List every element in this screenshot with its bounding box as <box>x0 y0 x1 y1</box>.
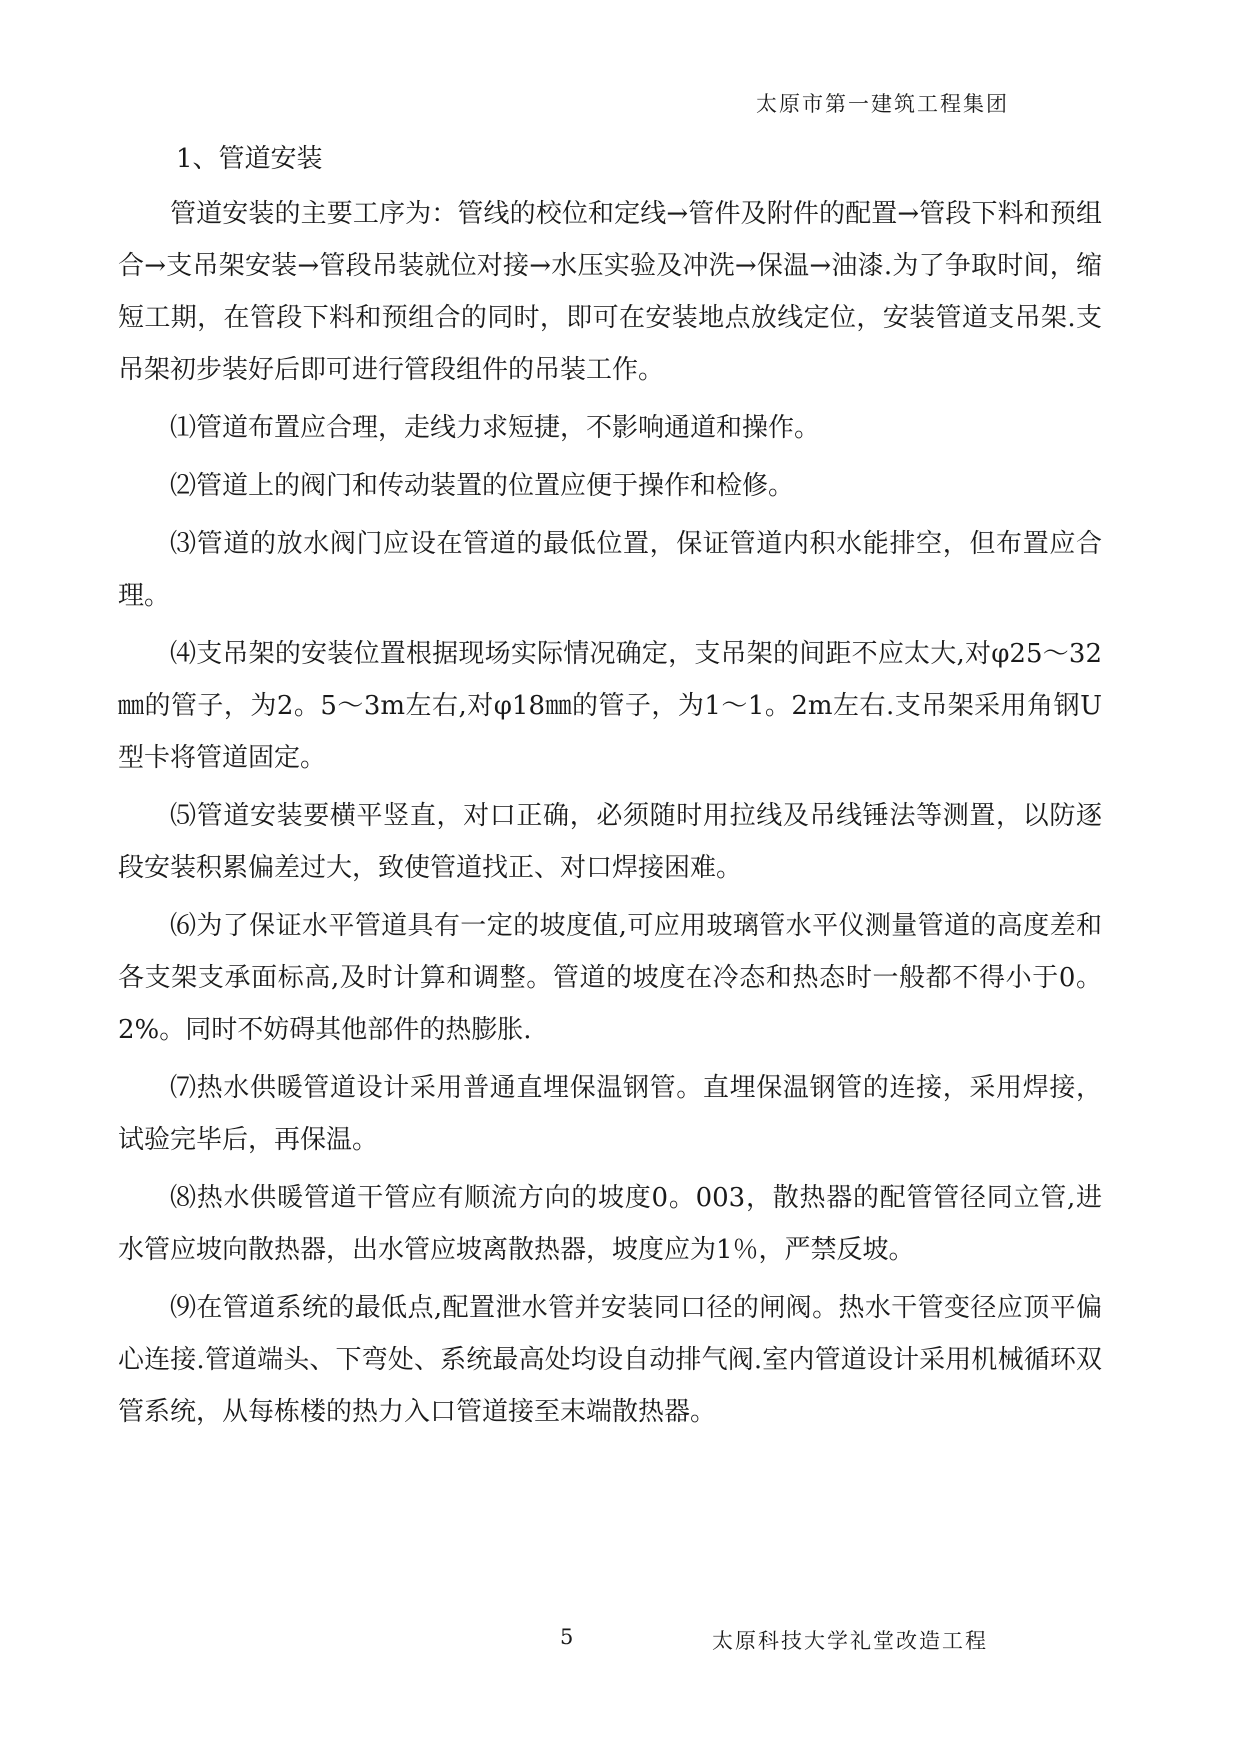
page-header-company: 太原市第一建筑工程集团 <box>756 92 1009 116</box>
paragraph-item-5: ⑸管道安装要横平竖直，对口正确，必须随时用拉线及吊线锤法等测置，以防逐段安装积累偏差过大，致使管道找正、对口焊接困难。 <box>118 801 1102 883</box>
paragraph-item-8: ⑻热水供暖管道干管应有顺流方向的坡度0。003，散热器的配管管径同立管,进水管应坡向散热器，出水管应坡离散热器，坡度应为1％，严禁反坡。 <box>118 1183 1102 1265</box>
paragraph-item-2: ⑵管道上的阀门和传动装置的位置应便于操作和检修。 <box>170 471 795 501</box>
paragraph-item-1: ⑴管道布置应合理，走线力求短捷，不影响通道和操作。 <box>170 413 821 443</box>
paragraph-item-7: ⑺热水供暖管道设计采用普通直埋保温钢管。直埋保温钢管的连接，采用焊接，试验完毕后，再保温。 <box>118 1073 1102 1155</box>
paragraph-item-9: ⑼在管道系统的最低点,配置泄水管并安装同口径的闸阀。热水干管变径应顶平偏心连接.管道端头、下弯处、系统最高处均设自动排气阀.室内管道设计采用机械循环双管系统，从每栋楼的热力入口管道接至末端散热器。 <box>118 1293 1102 1427</box>
footer-project-title: 太原科技大学礼堂改造工程 <box>712 1629 988 1653</box>
paragraph-item-4: ⑷支吊架的安装位置根据现场实际情况确定，支吊架的间距不应太大,对φ25～32㎜的管子，为2。5～3m左右,对φ18㎜的管子，为1～1。2m左右.支吊架采用角钢U型卡将管道固定。 <box>118 639 1102 773</box>
page-number: 5 <box>560 1625 574 1649</box>
paragraph-item-3: ⑶管道的放水阀门应设在管道的最低位置，保证管道内积水能排空，但布置应合理。 <box>118 529 1102 611</box>
paragraph-intro: 管道安装的主要工序为：管线的校位和定线→管件及附件的配置→管段下料和预组合→支吊架安装→管段吊装就位对接→水压实验及冲洗→保温→油漆.为了争取时间，缩短工期，在管段下料和预组合的同时，即可在安装地点放线定位，安装管道支吊架.支吊架初步装好后即可进行管段组件的吊装工作。 <box>118 199 1102 385</box>
section-title: 1、管道安装 <box>176 144 323 174</box>
paragraph-item-6: ⑹为了保证水平管道具有一定的坡度值,可应用玻璃管水平仪测量管道的高度差和各支架支承面标高,及时计算和调整。管道的坡度在冷态和热态时一般都不得小于0。2%。同时不妨碍其他部件的热膨胀. <box>118 911 1102 1045</box>
document-body <box>118 130 1102 1438</box>
